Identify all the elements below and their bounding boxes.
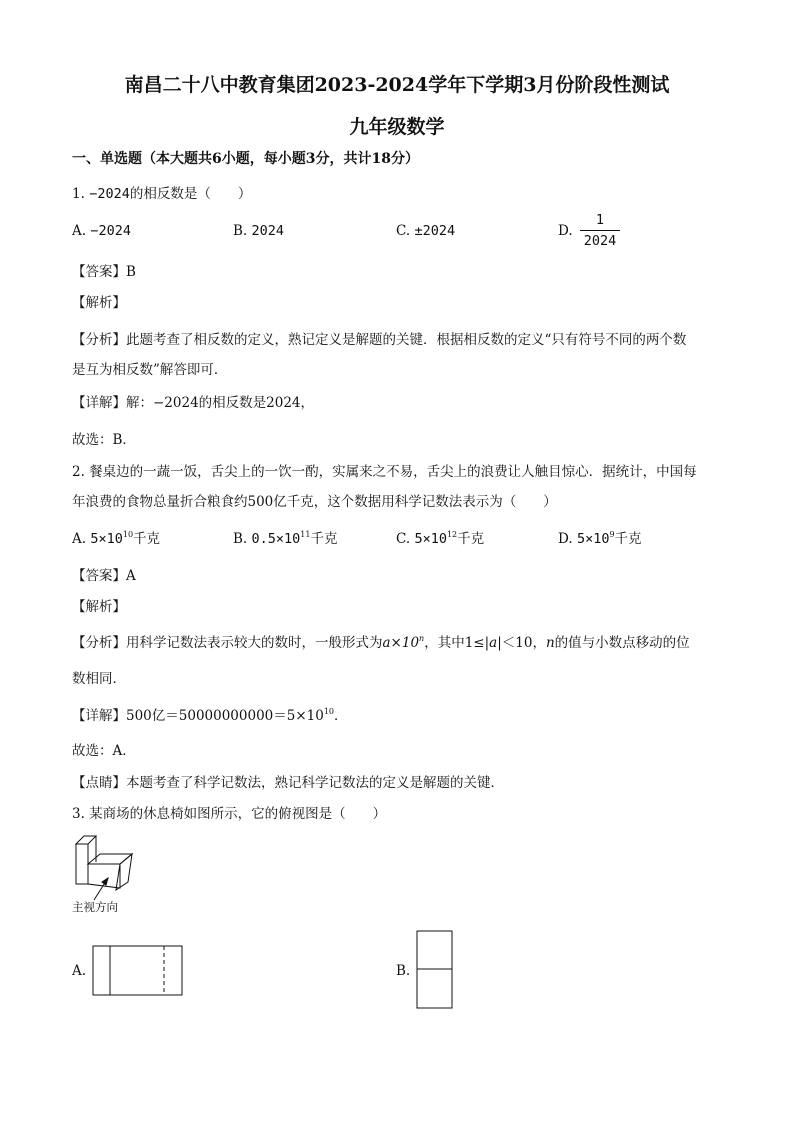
chair-back-front <box>76 844 88 884</box>
page-title: 南昌二十八中教育集团2023-2024学年下学期3月份阶段性测试 <box>124 74 670 96</box>
q1-option-c: C. ±2024 <box>396 223 456 239</box>
q2-stem-line2: 年浪费的食物总量折合粮食约500亿千克，这个数据用科学记数法表示为（ ） <box>72 494 557 510</box>
chair-arm-side <box>116 854 132 890</box>
q2-answer: 【答案】A <box>72 568 136 584</box>
q3-option-b-figure <box>416 930 454 1010</box>
fraction-denominator: 2024 <box>583 233 617 249</box>
q2-fenxi-line2: 数相同． <box>72 671 126 687</box>
q1-answer: 【答案】B <box>72 264 136 280</box>
chair-back-top <box>76 836 96 844</box>
q1-option-a: A. −2024 <box>72 223 131 239</box>
q2-option-c: C. $5\times 10^{12}$千克 <box>396 530 485 547</box>
q1-xiangjie: 【详解】解：−2024的相反数是2024， <box>72 395 315 411</box>
q1-stem <box>72 182 251 202</box>
fraction-numerator: 1 <box>595 212 605 228</box>
view-arrow-head <box>102 878 108 885</box>
q1-option-d-letter: D. <box>558 223 573 239</box>
q2-fenxi-line1: 【分析】用科学记数法表示较大的数时，一般形式为$a\times 10^n$，其中1≤|a|＜10，n的值与小数点移动的位 <box>72 634 690 651</box>
q1-option-b: B. 2024 <box>233 223 285 239</box>
chair-figure <box>72 832 142 904</box>
q2-option-d: D. $5\times 10^9$千克 <box>558 530 642 547</box>
q1-option-d-fraction <box>580 212 620 249</box>
q1-guxuan: 故选：B． <box>72 432 136 448</box>
section-heading: 一、单选题（本大题共6小题，每小题3分，共计18分） <box>72 151 419 167</box>
q3-stem: 3. 某商场的休息椅如图所示，它的俯视图是（ ） <box>72 806 387 822</box>
q1-expr: −2024 <box>89 186 130 202</box>
q2-option-a: A. $5\times 10^{10}$千克 <box>72 530 161 547</box>
q1-number: 1. <box>72 186 85 202</box>
q2-dianjing: 【点睛】本题考查了科学记数法，熟记科学记数法的定义是解题的关键． <box>72 775 504 791</box>
q3-option-a-figure <box>92 945 184 997</box>
figure-label: 主视方向 <box>72 900 118 914</box>
q2-jiexi: 【解析】 <box>72 599 126 615</box>
page-subtitle: 九年级数学 <box>349 116 445 138</box>
q2-option-b: B. $0.5\times 10^{11}$千克 <box>233 530 338 547</box>
q2-xiangjie: 【详解】500亿$=50000000000=5\times 10^{10}$． <box>72 707 348 724</box>
q3-option-a-letter: A. <box>72 963 87 979</box>
q2-stem-line1: 2. 餐桌边的一蔬一饭，舌尖上的一饮一酌，实属来之不易，舌尖上的浪费让人触目惊心．据统计，中国每 <box>72 464 697 480</box>
q1-stem-tail: 的相反数是（ ） <box>129 186 252 202</box>
q1-fenxi-line2: 是互为相反数”解答即可． <box>72 362 228 378</box>
q1-jiexi: 【解析】 <box>72 295 126 311</box>
q3-option-b-letter: B. <box>396 963 411 979</box>
q1-fenxi-line1: 【分析】此题考查了相反数的定义，熟记定义是解题的关键．根据相反数的定义“只有符号不同的两个数 <box>72 332 687 348</box>
q2-guxuan: 故选：A． <box>72 743 136 759</box>
fraction-bar <box>580 230 620 231</box>
